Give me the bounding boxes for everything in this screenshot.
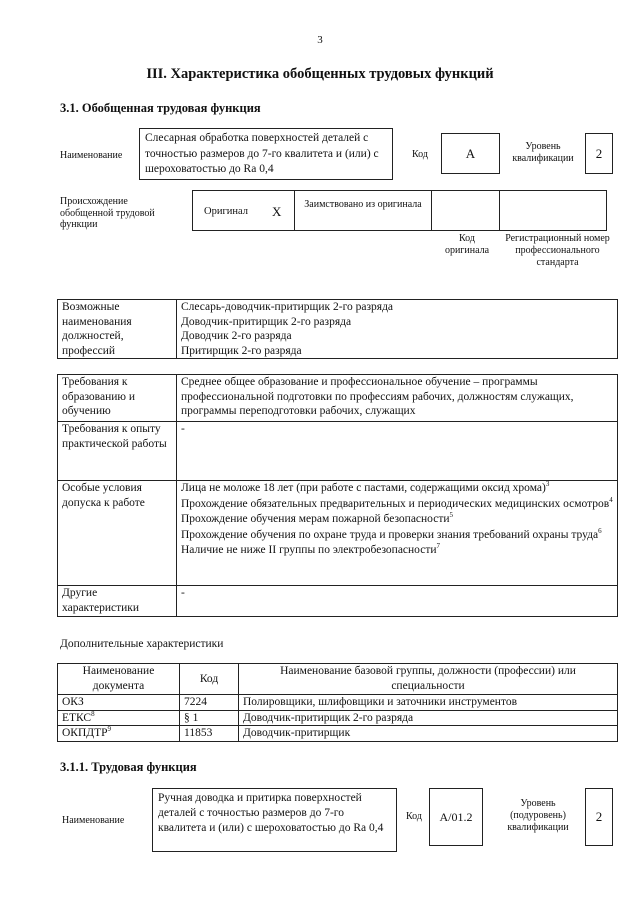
experience-label: Требования к опыту практической работы — [58, 422, 177, 481]
tf-name-label: Наименование — [62, 815, 125, 826]
tf-name-value: Ручная доводка и притирка поверхностей деталей с точностью размеров до 7-го квалитета и (или) с шероховатостью до Ra 0,4 — [158, 792, 384, 834]
education-value: Среднее общее образование и профессиональное обучение – программы профессиональной подготовки по профессиям рабочих, должностям служащих, программы переподготовки рабочих, служащих — [177, 375, 618, 422]
original-cell — [192, 190, 295, 231]
special-item: Прохождение обучения по охране труда и проверки знания требований охраны труда$^6$ — [181, 526, 602, 541]
education-row — [58, 375, 618, 422]
other-value: - — [177, 586, 618, 617]
doc-cell: ЕТКС$^8$ — [58, 710, 180, 726]
original-label: Оригинал — [204, 206, 248, 217]
name-cell: Доводчик-притирщик — [239, 726, 618, 742]
position-item: Доводчик-притирщик 2-го разряда — [181, 315, 352, 328]
additional-table — [57, 663, 618, 742]
special-row — [58, 481, 618, 586]
tf-name-box — [152, 788, 397, 852]
code-cell: 7224 — [180, 695, 239, 711]
special-label: Особые условия допуска к работе — [58, 481, 177, 586]
code-cell: 11853 — [180, 726, 239, 742]
experience-value: - — [177, 422, 618, 481]
gtf-code-label: Код — [412, 149, 428, 160]
tf-heading: 3.1.1. Трудовая функция — [60, 760, 197, 774]
gtf-level-box — [585, 133, 613, 174]
tf-code-label: Код — [406, 811, 422, 822]
additional-header-row — [58, 664, 618, 695]
tf-level-label: Уровень (подуровень) квалификации — [507, 798, 569, 833]
other-label: Другие характеристики — [58, 586, 177, 617]
reg-number-caption: Регистрационный номер профессионального стандарта — [505, 233, 610, 268]
gtf-name-label: Наименование — [60, 150, 123, 161]
gtf-code-value: A — [465, 146, 476, 161]
requirements-table — [57, 374, 618, 617]
origin-code-cell — [431, 190, 500, 231]
borrowed-cell — [294, 190, 432, 231]
tf-level-box — [585, 788, 613, 846]
positions-label: Возможные наименования должностей, профессий — [58, 300, 177, 359]
gtf-name-box — [139, 128, 393, 180]
position-item: Притирщик 2-го разряда — [181, 344, 302, 357]
origin-code-caption: Код оригинала — [444, 233, 490, 256]
gtf-origin-grid — [192, 190, 607, 231]
borrowed-label: Заимствовано из оригинала — [304, 199, 422, 210]
name-cell: Доводчик-притирщик 2-го разряда — [239, 710, 618, 726]
other-row — [58, 586, 618, 617]
name-cell: Полировщики, шлифовщики и заточники инструментов — [239, 695, 618, 711]
table-row — [58, 710, 618, 726]
gtf-level-value: 2 — [595, 146, 603, 161]
gtf-heading: 3.1. Обобщенная трудовая функция — [60, 101, 261, 115]
experience-row — [58, 422, 618, 481]
special-item: Прохождение обучения мерам пожарной безопасности$^5$ — [181, 511, 454, 525]
gtf-level-label: Уровень квалификации — [512, 141, 574, 164]
table-row — [58, 726, 618, 742]
gtf-name-value: Слесарная обработка поверхностей деталей с точностью размеров до 7-го квалитета и (или) с шероховатостью до Ra 0,4 — [145, 132, 379, 175]
tf-code-box — [429, 788, 483, 846]
code-cell: § 1 — [180, 710, 239, 726]
positions-table — [57, 299, 618, 359]
doc-cell: ОКЗ — [58, 695, 180, 711]
position-item: Доводчик 2-го разряда — [181, 330, 292, 342]
col-header-code: Код — [180, 664, 239, 695]
col-header-doc: Наименование документа — [58, 664, 180, 695]
gtf-code-box — [441, 133, 500, 174]
education-label: Требования к образованию и обучению — [58, 375, 177, 422]
special-item: Лица не моложе 18 лет (при работе с пастами, содержащими оксид хрома)$^3$ — [181, 480, 550, 494]
positions-list — [177, 300, 618, 359]
col-header-name: Наименование базовой группы, должности (профессии) или специальности — [239, 664, 618, 695]
doc-cell: ОКПДТР$^9$ — [58, 726, 180, 742]
table-row — [58, 695, 618, 711]
positions-row — [58, 300, 618, 359]
special-list — [177, 481, 618, 586]
tf-code-value: A/01.2 — [439, 810, 473, 824]
position-item: Слесарь-доводчик-притирщик 2-го разряда — [181, 301, 394, 313]
page-number: 3 — [317, 34, 323, 46]
special-item: Наличие не ниже II группы по электробезопасности$^7$ — [181, 542, 441, 556]
reg-number-cell — [499, 190, 607, 231]
tf-level-value: 2 — [595, 809, 603, 824]
additional-heading: Дополнительные характеристики — [60, 638, 224, 650]
special-item: Прохождение обязательных предварительных и периодических медицинских осмотров$^4$ — [181, 495, 613, 510]
section-title: III. Характеристика обобщенных трудовых функций — [146, 66, 494, 82]
original-mark: X — [272, 204, 282, 219]
gtf-origin-label: Происхождение обобщенной трудовой функции — [60, 196, 155, 230]
